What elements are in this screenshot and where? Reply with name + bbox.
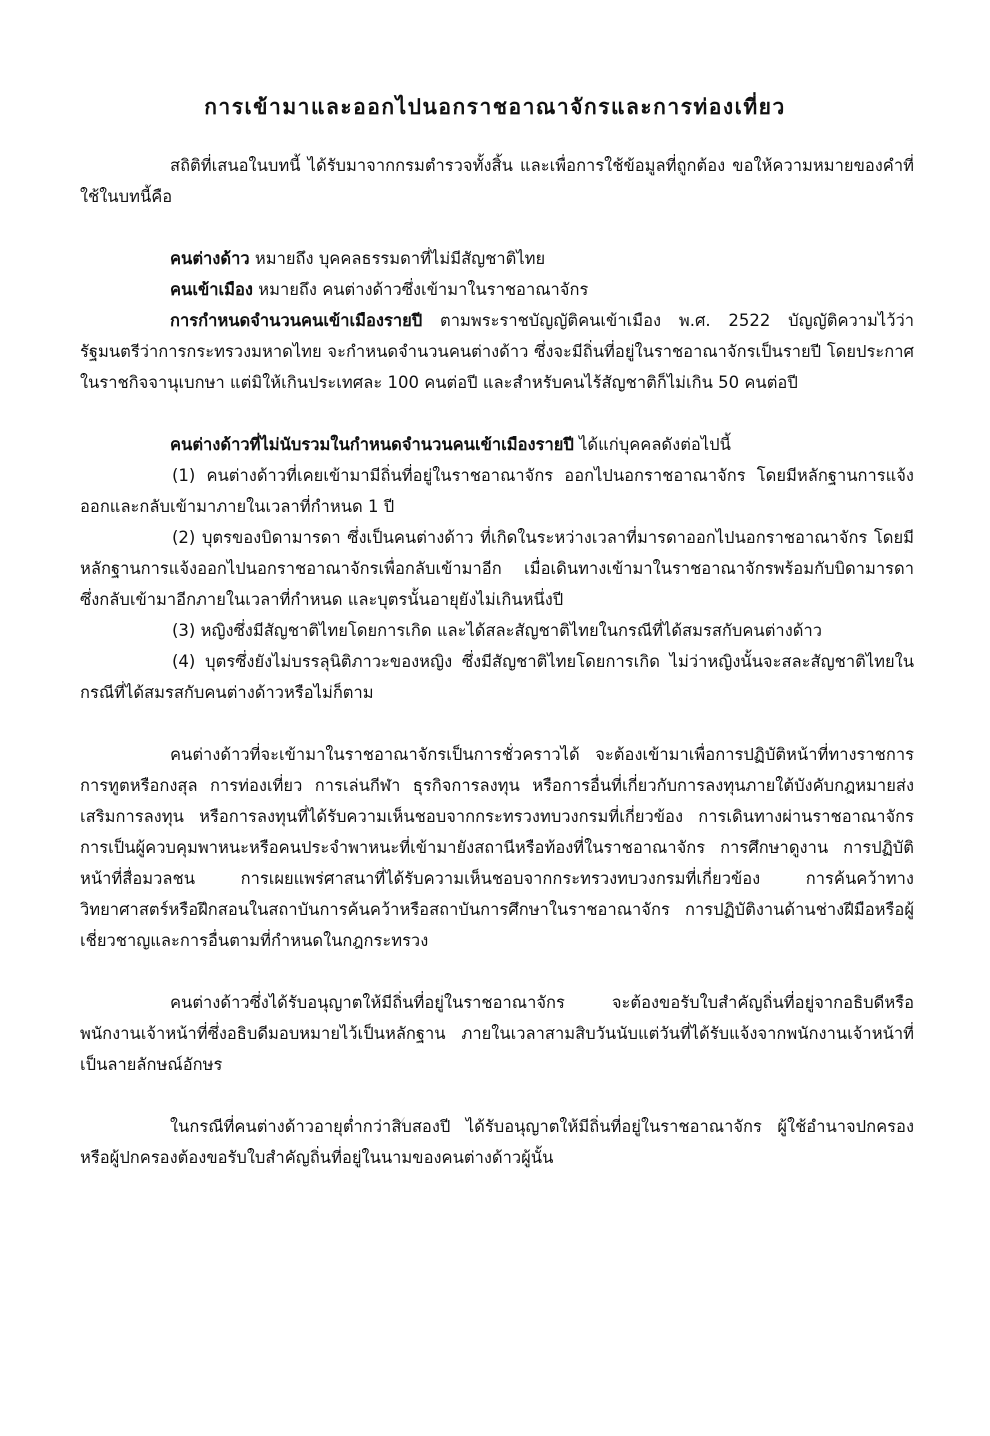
definition-text: หมายถึง บุคคลธรรมดาที่ไม่มีสัญชาติไทย xyxy=(249,249,546,268)
exempt-text: ได้แก่บุคคลดังต่อไปนี้ xyxy=(573,435,731,454)
page-title: การเข้ามาและออกไปนอกราชอาณาจักรและการท่องเที่ยว xyxy=(204,95,786,119)
definition-text: ตามพระราชบัญญัติคนเข้าเมือง พ.ศ. 2522 บัญญัติความไว้ว่า รัฐมนตรีว่าการกระทรวงมหาดไทย จะกำหนดจำนวนคนต่างด้าว ซึ่งจะมีถิ่นที่อยู่ในราชอาณาจักรเป็นรายปี โดยประกาศในราชกิจจานุเบกษา แต่มิให้เกินประเทศละ 100 คนต่อปี และสำหรับคนไร้สัญชาติก็ไม่เกิน 50 คนต่อปี xyxy=(80,311,914,392)
definition-term: คนต่างด้าว xyxy=(170,249,250,268)
residence-certificate-paragraph: คนต่างด้าวซึ่งได้รับอนุญาตให้มีถิ่นที่อยู่ในราชอาณาจักร จะต้องขอรับใบสำคัญถิ่นที่อยู่จากอธิบดีหรือพนักงานเจ้าหน้าที่ซึ่งอธิบดีมอบหมายไว้เป็นหลักฐาน ภายในเวลาสามสิบวันนับแต่วันที่ได้รับแจ้งจากพนักงานเจ้าหน้าที่เป็นลายลักษณ์อักษร xyxy=(80,993,914,1074)
exempt-item: (4) บุตรซึ่งยังไม่บรรลุนิติภาวะของหญิง ซึ่งมีสัญชาติไทยโดยการเกิด ไม่ว่าหญิงนั้นจะสละสัญชาติไทยในกรณีที่ได้สมรสกับคนต่างด้าวหรือไม่ก็ตาม xyxy=(80,652,914,702)
exempt-item: (2) บุตรของบิดามารดา ซึ่งเป็นคนต่างด้าว ที่เกิดในระหว่างเวลาที่มารดาออกไปนอกราชอาณาจักร โดยมีหลักฐานการแจ้งออกไปนอกราชอาณาจักรเพื่อกลับเข้ามาอีก เมื่อเดินทางเข้ามาในราชอาณาจักรพร้อมกับบิดามารดาซึ่งกลับเข้ามาอีกภายในเวลาที่กำหนด และบุตรนั้นอายุยังไม่เกินหนึ่งปี xyxy=(80,528,914,609)
definition-annual-quota xyxy=(80,305,914,398)
exempt-item: (3) หญิงซึ่งมีสัญชาติไทยโดยการเกิด และได้สละสัญชาติไทยในกรณีที่ได้สมรสกับคนต่างด้าว xyxy=(172,621,822,640)
definition-text: หมายถึง คนต่างด้าวซึ่งเข้ามาในราชอาณาจักร xyxy=(252,280,589,299)
minor-residence-paragraph: ในกรณีที่คนต่างด้าวอายุต่ำกว่าสิบสองปี ได้รับอนุญาตให้มีถิ่นที่อยู่ในราชอาณาจักร ผู้ใช้อำนาจปกครอง หรือผู้ปกครองต้องขอรับใบสำคัญถิ่นที่อยู่ในนามของคนต่างด้าวผู้นั้น xyxy=(80,1117,914,1167)
exempt-heading xyxy=(80,429,914,460)
exempt-item: (1) คนต่างด้าวที่เคยเข้ามามีถิ่นที่อยู่ในราชอาณาจักร ออกไปนอกราชอาณาจักร โดยมีหลักฐานการแจ้งออกและกลับเข้ามาภายในเวลาที่กำหนด 1 ปี xyxy=(80,466,914,516)
definition-term: การกำหนดจำนวนคนเข้าเมืองรายปี xyxy=(170,311,423,330)
exempt-term: คนต่างด้าวที่ไม่นับรวมในกำหนดจำนวนคนเข้าเมืองรายปี xyxy=(170,435,574,454)
definition-term: คนเข้าเมือง xyxy=(170,280,253,299)
definition-immigrant xyxy=(80,274,914,305)
temporary-entry-paragraph: คนต่างด้าวที่จะเข้ามาในราชอาณาจักรเป็นการชั่วคราวได้ จะต้องเข้ามาเพื่อการปฏิบัติหน้าที่ทางราชการการทูตหรือกงสุล การท่องเที่ยว การเล่นกีฬา ธุรกิจการลงทุน หรือการอื่นที่เกี่ยวกับการลงทุนภายใต้บังคับกฎหมายส่งเสริมการลงทุน หรือการลงทุนที่ได้รับความเห็นชอบจากกระทรวงทบวงกรมที่เกี่ยวข้อง การเดินทางผ่านราชอาณาจักร การเป็นผู้ควบคุมพาหนะหรือคนประจำพาหนะที่เข้ามายังสถานีหรือท้องที่ในราชอาณาจักร การศึกษาดูงาน การปฏิบัติหน้าที่สื่อมวลชน การเผยแพร่ศาสนาที่ได้รับความเห็นชอบจากกระทรวงทบวงกรมที่เกี่ยวข้อง การค้นคว้าทางวิทยาศาสตร์หรือฝึกสอนในสถาบันการค้นคว้าหรือสถาบันการศึกษาในราชอาณาจักร การปฏิบัติงานด้านช่างฝีมือหรือผู้เชี่ยวชาญและการอื่นตามที่กำหนดในกฎกระทรวง xyxy=(80,745,914,950)
definition-alien xyxy=(80,243,914,274)
intro-paragraph: สถิติที่เสนอในบทนี้ ได้รับมาจากกรมตำรวจทั้งสิ้น และเพื่อการใช้ข้อมูลที่ถูกต้อง ขอให้ความหมายของคำที่ใช้ในบทนี้คือ xyxy=(80,156,914,206)
document-body xyxy=(80,150,914,1173)
